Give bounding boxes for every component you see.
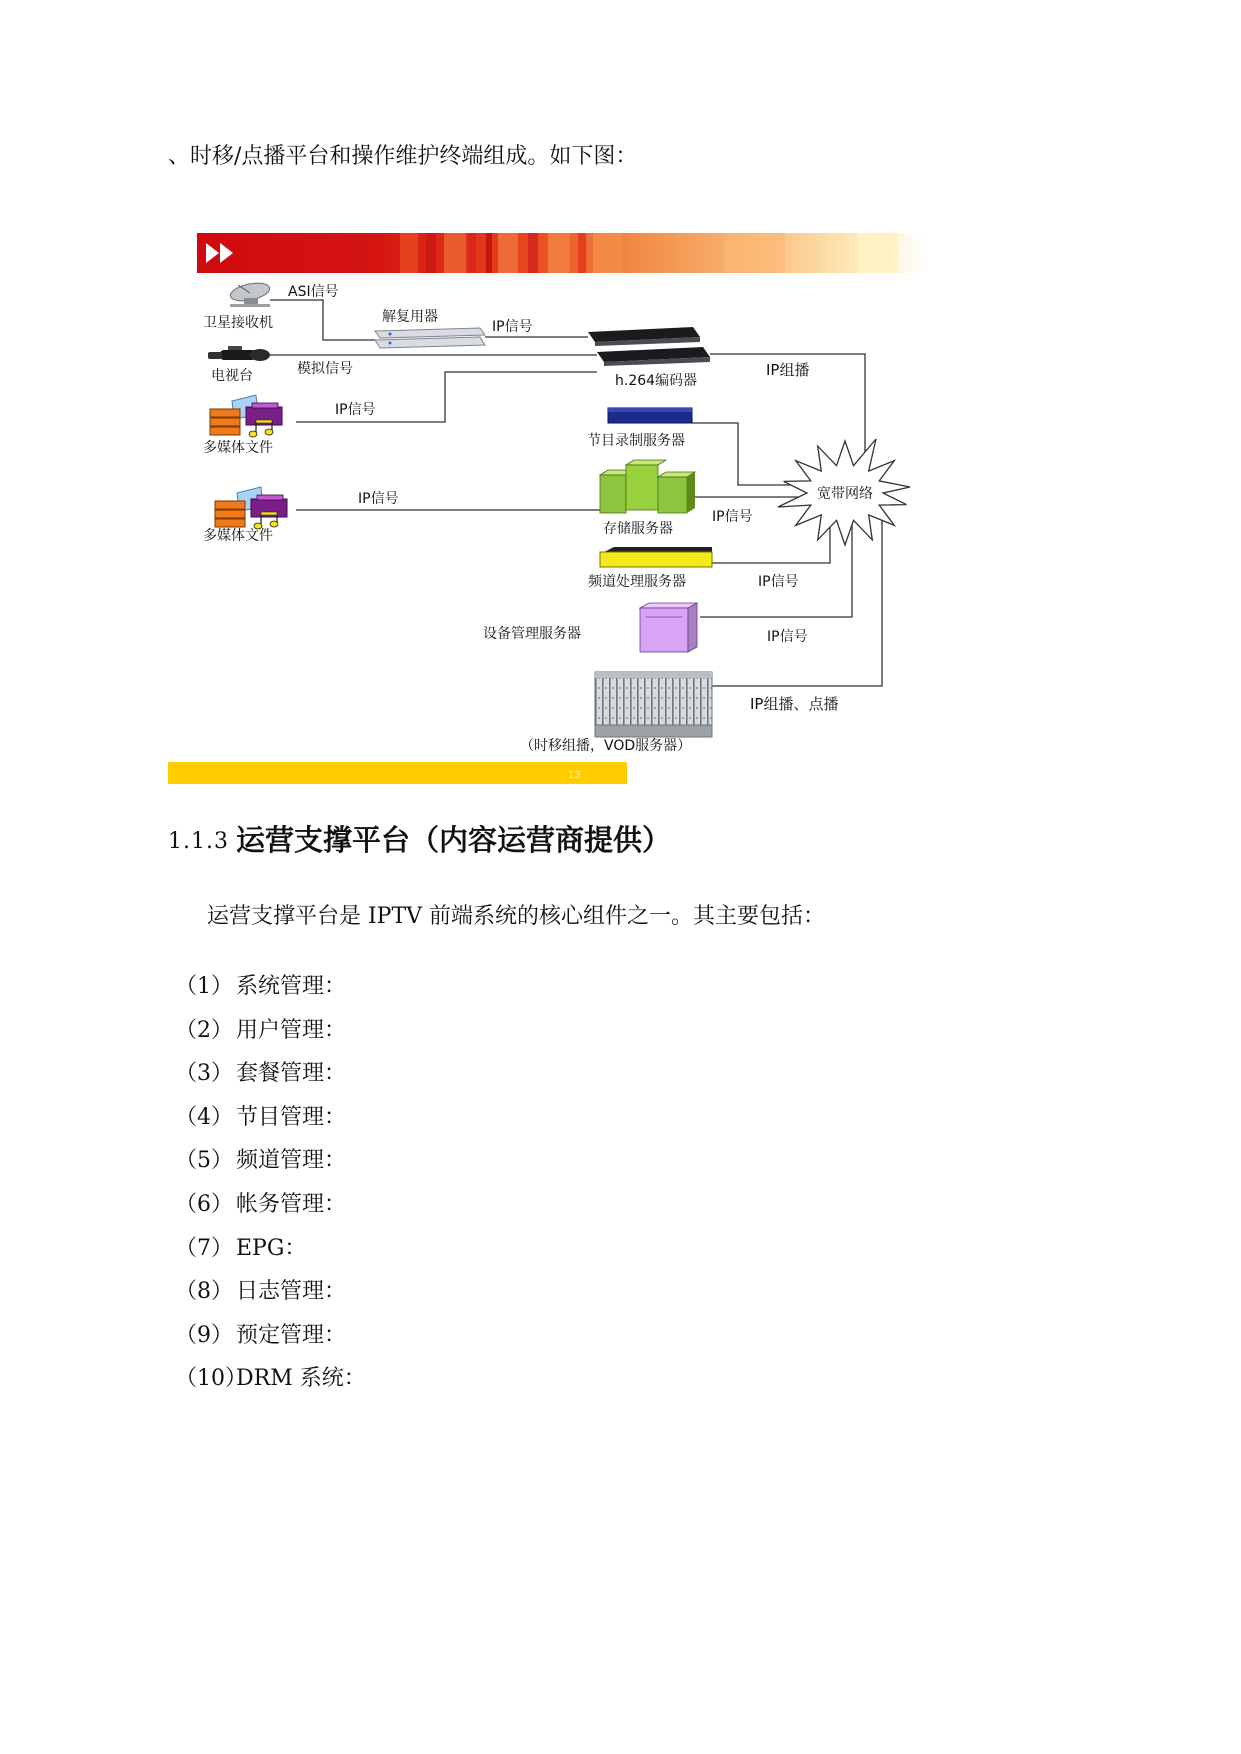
list-number: （1） — [175, 974, 233, 999]
list-number: （8） — [175, 1279, 233, 1305]
tv-station-label: 电视台 — [211, 368, 253, 384]
list-number: （6） — [175, 1191, 233, 1217]
list-item — [0, 1314, 900, 1358]
footer-bar — [168, 762, 627, 784]
channel-server-label: 频道处理服务器 — [588, 574, 686, 590]
list-item — [0, 1052, 900, 1096]
intro-text: 、时移/点播平台和操作维护终端组成。如下图： — [168, 144, 638, 169]
section-title: 运营支撑平台（内容运营商提供） — [236, 823, 672, 857]
recording-server-label: 节目录制服务器 — [587, 433, 685, 449]
broadband-network-label: 宽带网络 — [817, 486, 873, 502]
storage-server-icon — [600, 460, 695, 513]
list-item — [0, 1139, 900, 1183]
connector-vod-network — [712, 510, 882, 686]
list-item — [0, 1227, 900, 1271]
tv-camera-icon — [208, 346, 270, 361]
list-text: 节目管理： — [236, 1104, 347, 1130]
connector-asi — [270, 300, 375, 340]
multimedia-files-icon — [215, 487, 287, 529]
list-text: 系统管理： — [236, 974, 347, 999]
encoder-label: h.264编码器 — [615, 373, 698, 389]
satellite-dish-icon — [229, 280, 271, 307]
satellite-receiver-label: 卫星接收机 — [203, 315, 273, 331]
page-number: 13 — [568, 769, 581, 781]
iptv-architecture-diagram — [168, 225, 938, 790]
list-number: （7） — [175, 1235, 233, 1261]
feature-list — [0, 965, 900, 1401]
ip-signal-media2-label: IP信号 — [358, 491, 399, 507]
list-number: （10） — [175, 1366, 247, 1392]
list-item — [0, 1009, 900, 1053]
list-text: 套餐管理： — [236, 1061, 347, 1087]
recording-server-icon — [608, 408, 692, 423]
ip-multicast-vod-label: IP组播、点播 — [750, 695, 839, 713]
ip-signal-device-label: IP信号 — [767, 629, 808, 645]
section-intro: 运营支撑平台是 IPTV 前端系统的核心组件之一。其主要包括： — [207, 904, 826, 929]
media-files-1-label: 多媒体文件 — [203, 440, 273, 456]
section-number: 1.1.3 — [168, 829, 229, 854]
ip-signal-demux-label: IP信号 — [492, 319, 533, 335]
list-text: 帐务管理： — [236, 1191, 347, 1217]
ip-signal-channel-label: IP信号 — [758, 574, 799, 590]
vod-server-icon — [595, 672, 712, 737]
asi-signal-label: ASI信号 — [288, 284, 339, 300]
list-item — [0, 1357, 900, 1401]
analog-signal-label: 模拟信号 — [297, 361, 353, 377]
list-text: EPG： — [236, 1235, 307, 1261]
list-text: DRM 系统： — [236, 1366, 366, 1392]
connector-recorder-network — [692, 423, 798, 485]
list-item — [0, 1183, 900, 1227]
ip-signal-storage-label: IP信号 — [712, 509, 753, 525]
vod-server-label: （时移组播，VOD服务器） — [520, 738, 692, 754]
diagram-banner — [197, 233, 925, 273]
list-item — [0, 1096, 900, 1140]
channel-server-icon — [600, 547, 712, 567]
list-item — [0, 1270, 900, 1314]
ip-multicast-label: IP组播 — [766, 361, 810, 379]
multimedia-files-icon — [210, 395, 282, 437]
ip-signal-media1-label: IP信号 — [335, 402, 376, 418]
list-text: 用户管理： — [236, 1017, 347, 1043]
list-number: （5） — [175, 1148, 233, 1174]
list-number: （3） — [175, 1061, 233, 1087]
list-number: （2） — [175, 1017, 233, 1043]
device-mgmt-server-icon — [640, 603, 697, 652]
list-item — [0, 965, 900, 1009]
storage-server-label: 存储服务器 — [603, 521, 673, 537]
list-number: （9） — [175, 1322, 233, 1348]
diagram-canvas — [168, 225, 938, 790]
demux-device-icon — [375, 328, 485, 348]
encoder-device-icon — [588, 327, 710, 366]
demux-label: 解复用器 — [382, 309, 438, 325]
list-text: 频道管理： — [236, 1148, 347, 1174]
list-number: （4） — [175, 1104, 233, 1130]
media-files-2-label: 多媒体文件 — [203, 528, 273, 544]
list-text: 预定管理： — [236, 1322, 347, 1348]
list-text: 日志管理： — [236, 1279, 347, 1305]
device-mgmt-server-label: 设备管理服务器 — [483, 626, 581, 642]
